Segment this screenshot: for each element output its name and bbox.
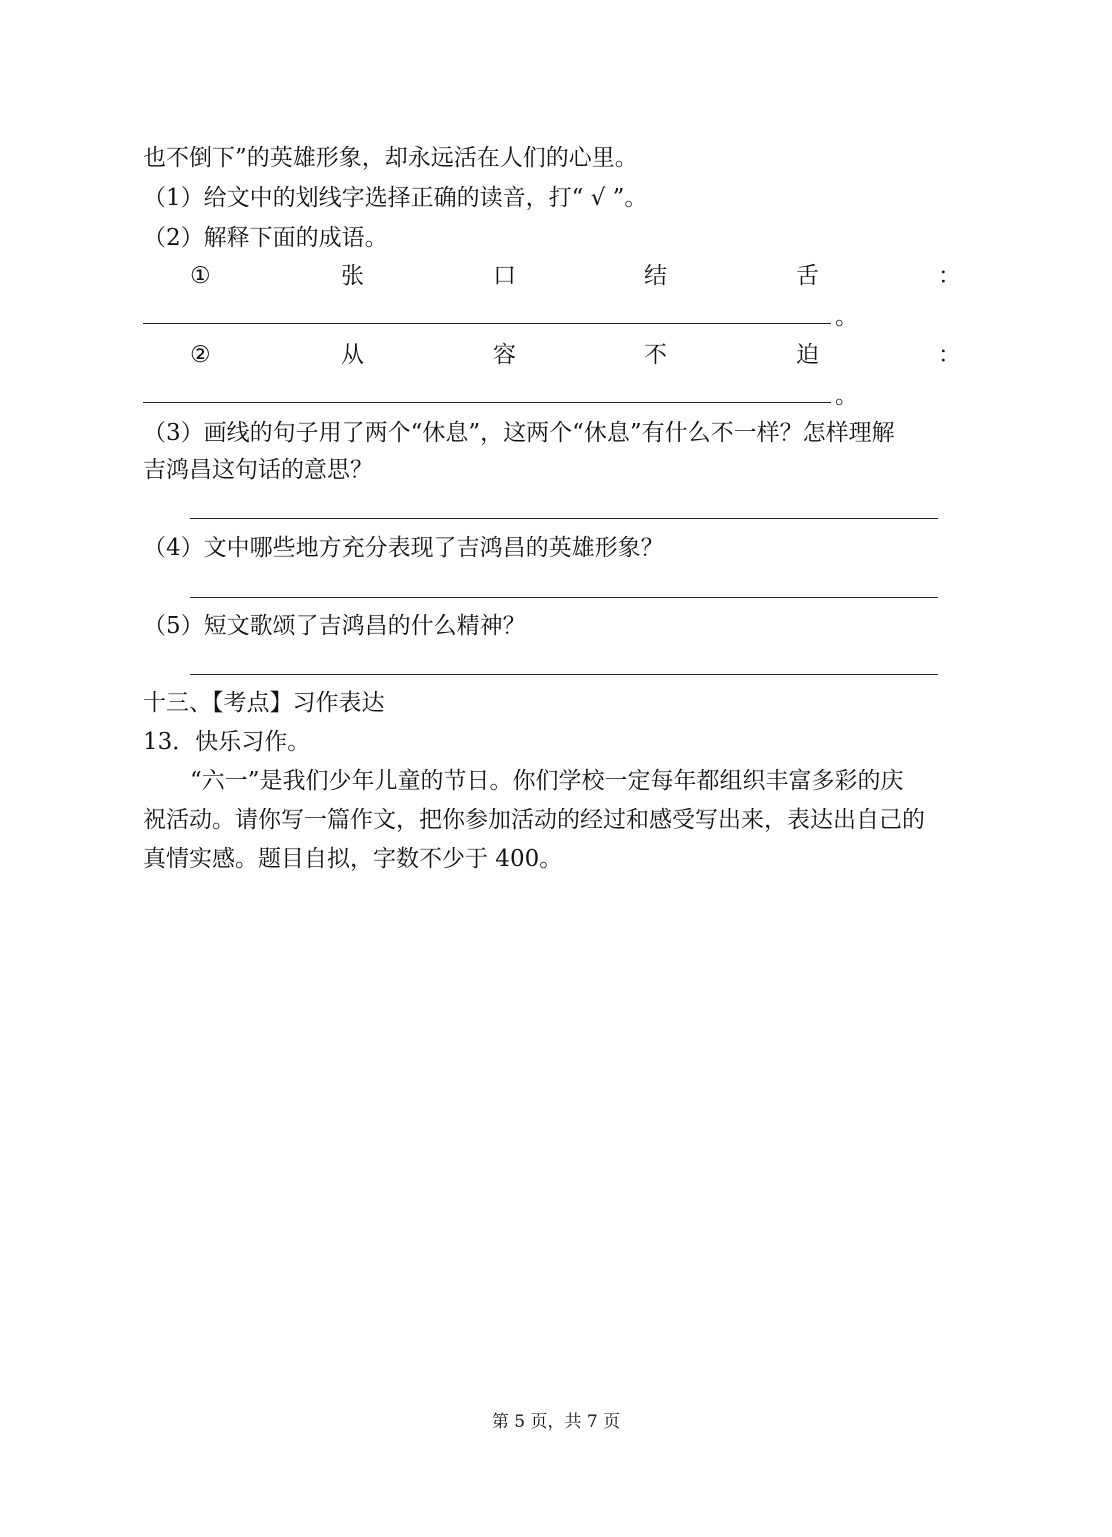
idiom-char: 不 — [644, 342, 667, 368]
question-1: （1）给文中的划线字选择正确的读音，打“ √ ”。 — [143, 185, 648, 211]
idiom-char: 迫 — [796, 342, 819, 368]
idiom-marker: ② — [190, 342, 211, 368]
answer-line-question-4[interactable] — [190, 597, 938, 598]
idiom-char: 舌 — [796, 263, 819, 289]
question-3-line-2: 吉鸿昌这句话的意思？ — [143, 457, 373, 483]
essay-prompt-line-2: 祝活动。请你写一篇作文，把你参加活动的经过和感受写出来，表达出自己的 — [143, 807, 925, 833]
idiom-char: 结 — [644, 263, 667, 289]
question-3-line-1: （3）画线的句子用了两个“休息”，这两个“休息”有什么不一样？怎样理解 — [143, 420, 895, 446]
idiom-period: 。 — [835, 304, 858, 330]
idiom-char: 张 — [341, 263, 364, 289]
idiom-char: 从 — [341, 342, 364, 368]
idiom-period: 。 — [835, 383, 858, 409]
idiom-row-2 — [143, 340, 963, 370]
answer-line-idiom-1[interactable] — [143, 323, 831, 324]
answer-line-question-5[interactable] — [190, 674, 938, 675]
idiom-colon: ： — [938, 342, 961, 368]
question-13-title: 13．快乐习作。 — [143, 729, 311, 755]
idiom-colon: ： — [938, 263, 961, 289]
question-2: （2）解释下面的成语。 — [143, 225, 388, 251]
essay-prompt-line-1: “六一”是我们少年儿童的节日。你们学校一定每年都组织丰富多彩的庆 — [190, 768, 904, 794]
question-4: （4）文中哪些地方充分表现了吉鸿昌的英雄形象？ — [143, 535, 664, 561]
idiom-char: 口 — [493, 263, 516, 289]
idiom-char: 容 — [493, 342, 516, 368]
idiom-row-1 — [143, 261, 963, 291]
idiom-marker: ① — [190, 263, 211, 289]
answer-line-idiom-2[interactable] — [143, 402, 831, 403]
section-heading: 十三、【考点】习作表达 — [143, 690, 385, 716]
passage-continuation: 也不倒下”的英雄形象，却永远活在人们的心里。 — [143, 145, 638, 171]
page-number: 第 5 页，共 7 页 — [491, 1412, 621, 1432]
question-5: （5）短文歌颂了吉鸿昌的什么精神？ — [143, 613, 526, 639]
answer-line-question-3[interactable] — [190, 518, 938, 519]
essay-prompt-line-3: 真情实感。题目自拟，字数不少于 400。 — [143, 846, 563, 872]
